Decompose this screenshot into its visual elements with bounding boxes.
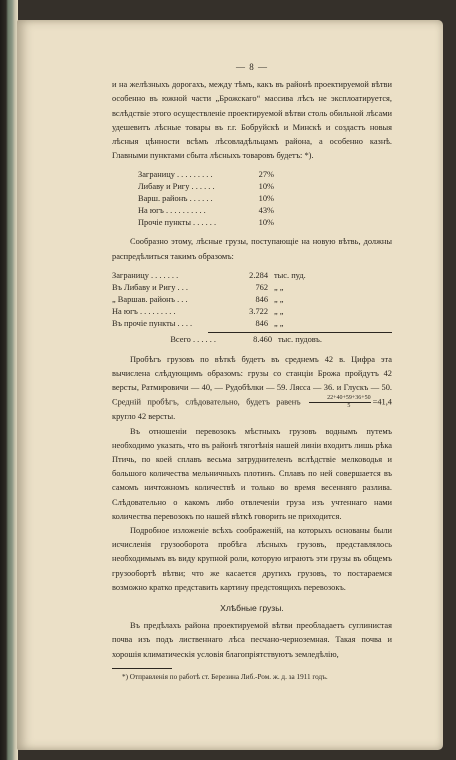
paragraph-distribution: Сообразно этому, лѣсные грузы, поступающіе на новую вѣтвь, должны распредѣлиться такимъ образомъ: bbox=[112, 237, 392, 261]
table-row: На югъ . . . . . . . . . 3.722 „ „ bbox=[112, 306, 284, 316]
table-row: На югъ . . . . . . . . . . 43% bbox=[138, 206, 274, 216]
table-row: Варш. районъ . . . . . . 10% bbox=[138, 194, 274, 204]
sales-percent-table bbox=[138, 169, 274, 229]
table-row: Въ прочіе пункты . . . . 846 „ „ bbox=[112, 318, 284, 328]
paragraph-average-haul: Пробѣгъ грузовъ по вѣткѣ будетъ въ среднемъ 42 в. Цифра эта вычислена слѣдующимъ образомъ: грузы со станціи Брожа пройдутъ 42 версты, Ратмировичи — 40, — Рудобѣлки — 59. Лясса — 36. и Глускъ — 50. Средній пробѣгъ, слѣдовательно, будетъ равенъ $\frac{22+40+59+36+50}{5}$ =41,4 кругло 42 версты. bbox=[112, 354, 392, 422]
total-row bbox=[112, 333, 338, 347]
total-label: Всего . . . . . . bbox=[170, 334, 216, 344]
table-row: Заграницу . . . . . . . 2.284 тыс. пуд. bbox=[112, 270, 306, 280]
average-formula: $\frac{22+40+59+36+50}{5}$ bbox=[309, 395, 371, 410]
footnote: *) Отправленія по работѣ ст. Березина Либ.-Ром. ж. д. за 1911 годъ. bbox=[122, 672, 328, 681]
total-value: 8.460 bbox=[253, 334, 272, 344]
paper-page bbox=[17, 20, 443, 750]
table-row: Заграницу . . . . . . . . . 27% bbox=[138, 170, 274, 180]
cargo-distribution-table bbox=[112, 270, 334, 330]
formula-result: =41,4 кругло 42 версты. bbox=[112, 397, 392, 422]
page-text bbox=[112, 60, 392, 682]
section-heading: Хлѣбные грузы. bbox=[220, 603, 284, 614]
table-row: Либаву и Ригу . . . . . . 10% bbox=[138, 182, 274, 192]
paragraph-grain: Въ предѣлахъ района проектируемой вѣтви преобладаетъ суглинистая почва изъ подъ лиственнаго лѣса песчано-черноземная. Такая почва и хорошія климатическія условія благопріятствуютъ земледѣлію, bbox=[112, 621, 392, 659]
paragraph-cargo-summary: Подробное изложеніе всѣхъ соображеній, на которыхъ основаны были исчисленія грузооборота пробѣга лѣсныхъ грузовъ, представлялось необходимымъ въ виду крупной роли, которую играютъ эти грузы въ общемъ грузообортѣ вѣтви; что же касается другихъ грузовъ, то постараемся возможно кратко представить картину предстоящихъ перевозокъ. bbox=[112, 526, 392, 592]
table-row: „ Варшав. районъ . . . 846 „ „ bbox=[112, 294, 284, 304]
footnote-divider bbox=[112, 668, 172, 669]
paragraph-forest-trade: и на желѣзныхъ дорогахъ, между тѣмъ, какъ въ районѣ проектируемой вѣтви особенно въ южной части „Брожскаго“ массива лѣсъ не эксплоатируется, вслѣдствіе этого осуществленіе проектируемой вѣтви столь обильной лѣсами удешевитъ лѣсные товары въ г.г. Бобруйскѣ и Минскѣ и создастъ новыя лѣсныя цѣнности всѣмъ лѣсовладѣльцамъ района, а особенно казнѣ. Главными пунктами сбыта лѣсныхъ товаровъ будетъ: *). bbox=[112, 80, 392, 161]
page-number: — 8 — bbox=[236, 62, 268, 72]
total-unit: тыс. пудовъ. bbox=[278, 334, 322, 344]
book-binding bbox=[0, 0, 18, 760]
table-row: Прочіе пункты . . . . . . 10% bbox=[138, 218, 274, 228]
table-row: Въ Либаву и Ригу . . . 762 „ „ bbox=[112, 282, 284, 292]
paragraph-water-transport: Въ отношеніи перевозокъ мѣстныхъ грузовъ воднымъ путемъ необходимо указать, что въ районѣ тяготѣнія нашей линіи входитъ лишь рѣка Птичь, по коей сплавъ весьма затруднителенъ вслѣдствіе мелководья и большого количества мельничныхъ плотинъ. Сплавъ по ней совершается въ самомъ ничтожномъ количествѣ и только во время весенняго разлива. Слѣдовательно о какомъ либо отвлеченіи груза изъ учтеннаго нами количества перевозокъ по нашей вѣткѣ говорить не приходится. bbox=[112, 426, 392, 521]
